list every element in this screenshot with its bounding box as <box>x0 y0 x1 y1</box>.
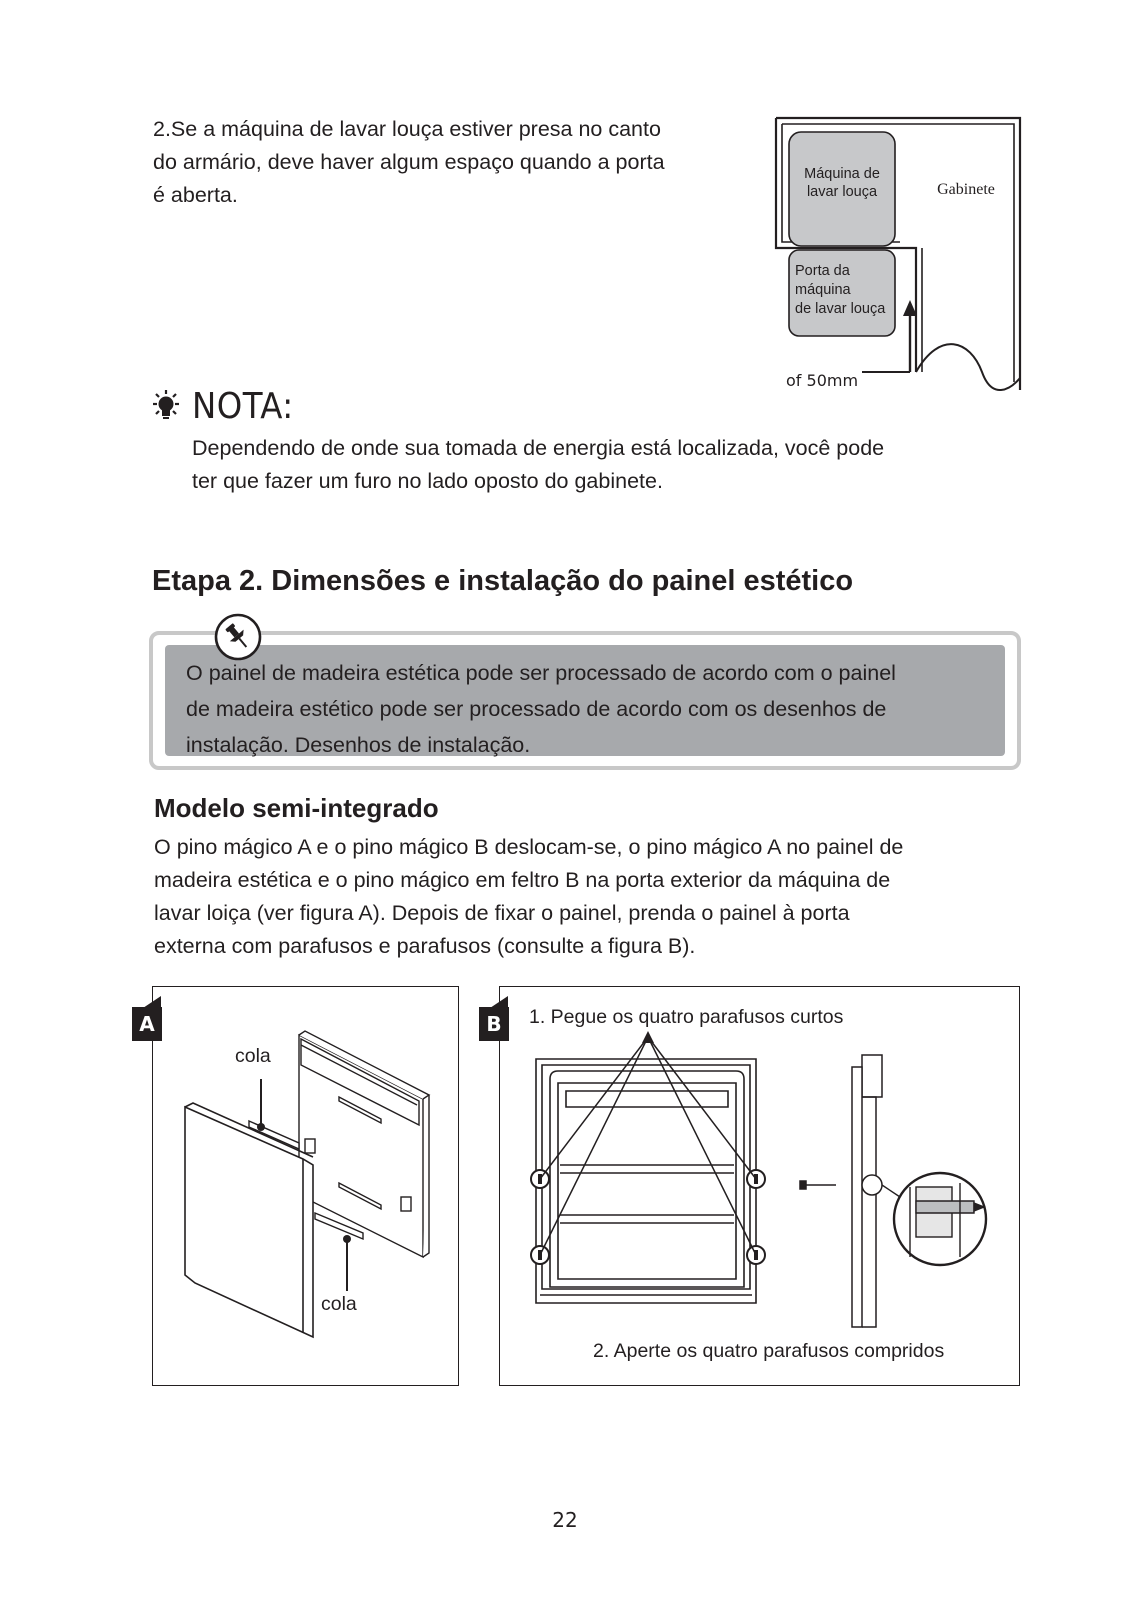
callout-line: O painel de madeira estética pode ser processado de acordo com o painel <box>186 661 896 685</box>
pushpin-icon <box>214 613 262 661</box>
step2-label: 2. Aperte os quatro parafusos compridos <box>593 1340 945 1362</box>
lightbulb-icon <box>150 390 182 424</box>
glue-label-bottom: cola <box>321 1293 357 1315</box>
door-label: Porta da <box>795 263 850 279</box>
figure-b-tag: B <box>479 1007 509 1041</box>
callout-line: instalação. Desenhos de instalação. <box>186 733 531 757</box>
nota-heading: NOTA: <box>192 386 294 427</box>
model-line: lavar loiça (ver figura A). Depois de fixar o painel, prenda o painel à porta <box>154 901 850 925</box>
model-heading: Modelo semi-integrado <box>154 793 439 823</box>
machine-label: lavar louça <box>806 184 878 200</box>
figure-b <box>499 986 1020 1386</box>
step-heading: Etapa 2. Dimensões e instalação do painel estético <box>152 565 854 597</box>
nota-line: ter que fazer um furo no lado oposto do gabinete. <box>192 469 663 493</box>
nota-line: Dependendo de onde sua tomada de energia está localizada, você pode <box>192 436 885 460</box>
model-line: externa com parafusos e parafusos (consulte a figura B). <box>154 934 696 958</box>
step1-label: 1. Pegue os quatro parafusos curtos <box>529 1006 844 1028</box>
figure-a <box>152 986 459 1386</box>
door-label: de lavar louça <box>795 301 886 317</box>
figure-a-tag: A <box>132 1007 162 1041</box>
cabinet-label: Gabinete <box>937 181 995 198</box>
callout-text <box>186 655 1006 763</box>
intro-line: 2.Se a máquina de lavar louça estiver presa no canto <box>153 117 661 141</box>
model-line: O pino mágico A e o pino mágico B deslocam-se, o pino mágico A no painel de <box>154 835 904 859</box>
model-paragraph <box>154 831 1034 963</box>
intro-line: é aberta. <box>153 183 238 207</box>
cabinet-diagram <box>770 110 1030 400</box>
intro-paragraph <box>153 113 753 212</box>
machine-label: Máquina de <box>804 166 880 182</box>
nota-text <box>192 432 1052 498</box>
intro-line: do armário, deve haver algum espaço quando a porta <box>153 150 665 174</box>
callout-line: de madeira estético pode ser processado de acordo com os desenhos de <box>186 697 887 721</box>
glue-label-top: cola <box>235 1045 271 1067</box>
door-screw-illustration <box>500 987 1019 1385</box>
model-line: madeira estética e o pino mágico em feltro B na porta exterior da máquina de <box>154 868 891 892</box>
panel-glue-illustration <box>153 987 458 1385</box>
page-number: 22 <box>552 1508 578 1532</box>
door-label: máquina <box>795 282 851 298</box>
gap-label: of 50mm <box>786 371 859 390</box>
